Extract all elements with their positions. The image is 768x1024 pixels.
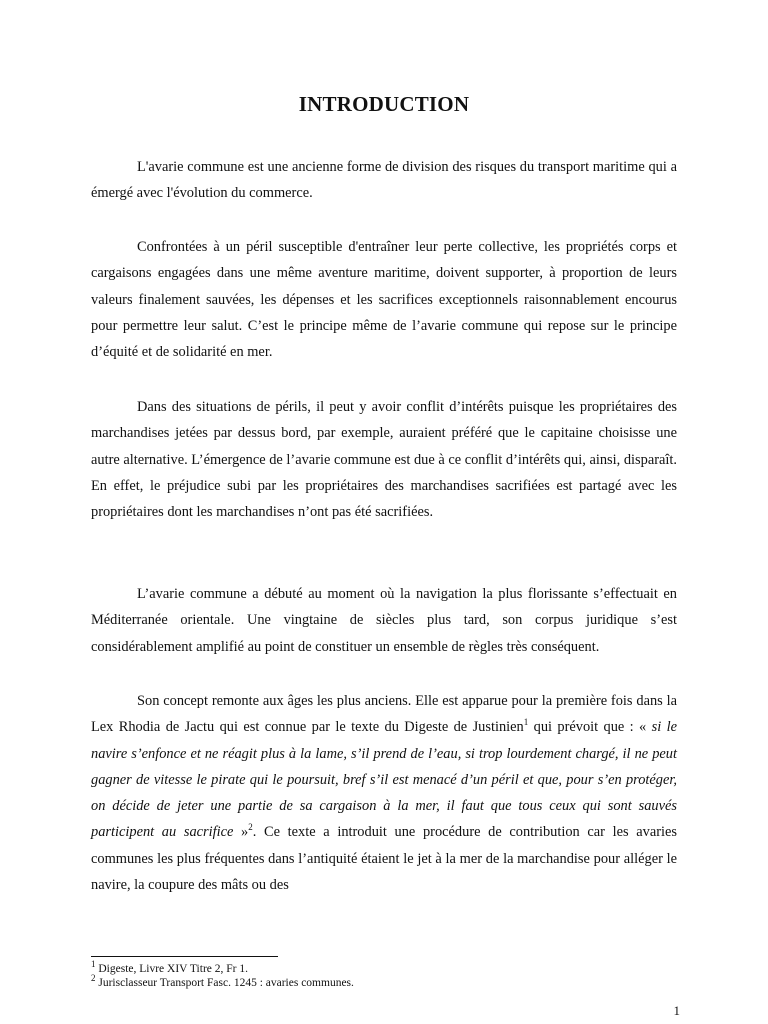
paragraph-1: L'avarie commune est une ancienne forme de division des risques du transport maritime qui a émergé avec l'évolution du commerce.: [91, 159, 677, 202]
footnotes: [91, 959, 677, 990]
paragraph-5-text-3: »: [233, 824, 249, 841]
footnote-separator: [91, 956, 278, 957]
footnote-reference-1[interactable]: 1: [523, 717, 529, 728]
page-title: INTRODUCTION: [298, 92, 470, 116]
footnote-number-2: 2: [91, 973, 96, 984]
paragraph-5: [91, 688, 677, 898]
footnote-1: [91, 959, 677, 976]
footnote-2: [91, 973, 677, 990]
paragraph-5-text-1: Son concept remonte aux âges les plus anciens. Elle est apparue pour la première fois dans la Lex Rhodia de Jactu qui est connue par le texte du Digeste de Justinien: [91, 693, 677, 736]
footnote-text-2: Jurisclasseur Transport Fasc. 1245 : avaries communes.: [95, 977, 354, 989]
paragraph-5-text-4: . Ce texte a introduit une procédure de contribution car les avaries communes les plus fréquentes dans l’antiquité étaient le jet à la mer de la marchandise pour alléger le navire, la coupure des mâts ou des: [91, 824, 678, 894]
page-number: 1: [673, 1003, 680, 1018]
footnote-text-1: Digeste, Livre XIV Titre 2, Fr 1.: [95, 963, 248, 975]
paragraph-3: Dans des situations de périls, il peut y avoir conflit d’intérêts puisque les propriétaires des marchandises jetées par dessus bord, par exemple, auraient préféré que le capitaine choisisse une autre alternative. L’émergence de l’avarie commune est due à ce conflit d’intérêts qui, ainsi, disparaît. En effet, le préjudice subi par les propriétaires des marchandises sacrifiées est partagé avec les propriétaires dont les marchandises n’ont pas été sacrifiées.: [91, 399, 677, 521]
paragraph-2: Confrontées à un péril susceptible d'entraîner leur perte collective, les propriétés corps et cargaisons engagées dans une même aventure maritime, doivent supporter, à proportion de leurs valeurs finalement sauvées, les dépenses et les sacrifices exceptionnels raisonnablement encourus pour permettre leur salut. C’est le principe même de l’avarie commune qui repose sur le principe d’équité et de solidarité en mer.: [91, 239, 677, 361]
quotation: si le navire s’enfonce et ne réagit plus à la lame, s’il prend de l’eau, si trop lourdement chargé, il ne peut gagner de vitesse le pirate qui le poursuit, bref s’il est menacé d’un péril et que, pour s’en protéger, on décide de jeter une partie de sa cargaison à la mer, il faut que tous ceux qui sont sauvés participent au sacrifice: [91, 719, 678, 841]
paragraph-5-text-2: qui prévoit que : «: [528, 719, 652, 736]
footnote-number-1: 1: [91, 959, 96, 970]
footnote-reference-2[interactable]: 2: [248, 822, 253, 833]
paragraph-4: L’avarie commune a débuté au moment où la navigation la plus florissante s’effectuait en Méditerranée orientale. Une vingtaine de siècles plus tard, son corpus juridique s’est considérablement amplifié au point de constituer un ensemble de règles très conséquent.: [91, 586, 677, 655]
